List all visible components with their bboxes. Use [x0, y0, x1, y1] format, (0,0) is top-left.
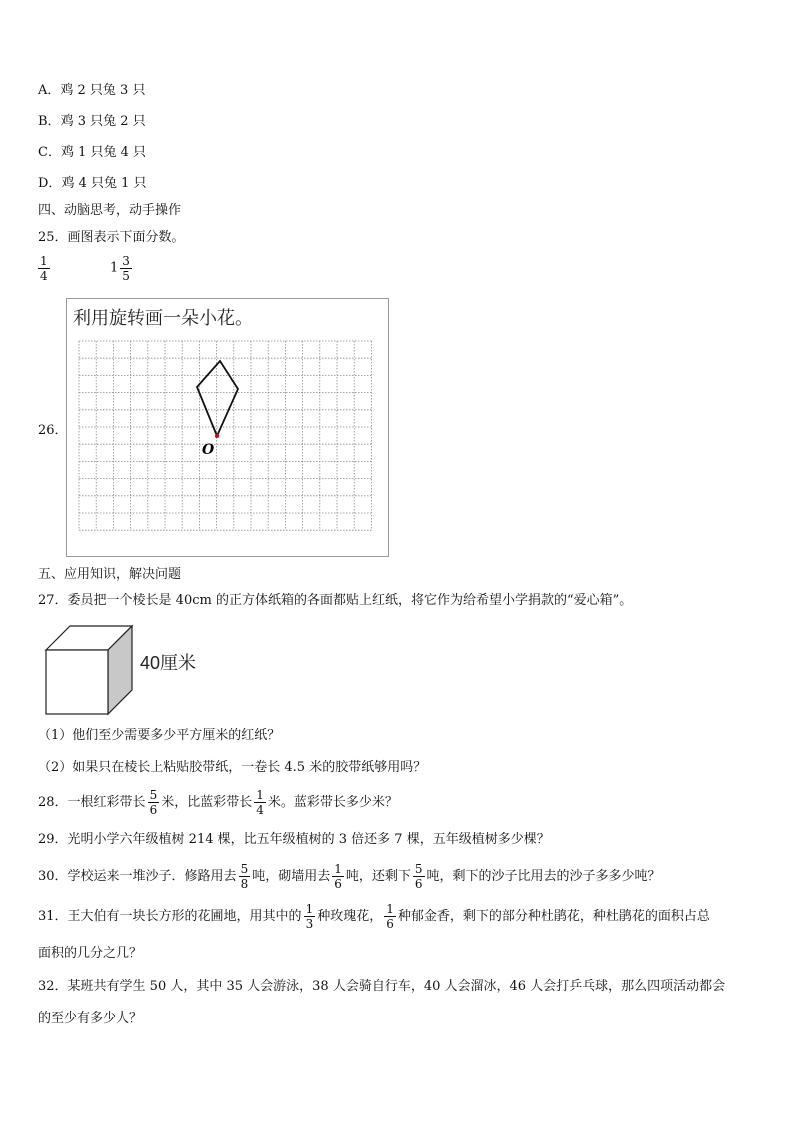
- rotation-grid-figure: [66, 298, 389, 557]
- option-b: B．鸡 3 只兔 2 只: [38, 114, 146, 129]
- question-31: 31．王大伯有一块长方形的花圃地，用其中的 $\frac{1}{3}$ 种玫瑰花， $\frac{1}{6}$ 种郁金香，剩下的部分种杜鹃花，种杜鹃花的面积占总: [38, 902, 710, 931]
- figure-title: 利用旋转画一朵小花。: [73, 308, 253, 328]
- section-heading-5: 五、应用知识，解决问题: [38, 567, 182, 582]
- q25-fraction-2: 1 $\frac{3}{5}$: [110, 254, 130, 283]
- question-26-number: 26．: [38, 423, 68, 438]
- question-27: 27．委员把一个棱长是 40cm 的正方体纸箱的各面都贴上红纸，将它作为给希望小学捐款的“爱心箱”。: [38, 593, 633, 608]
- option-a: A．鸡 2 只兔 3 只: [38, 83, 146, 98]
- question-32-continued: 的至少有多少人？: [38, 1011, 143, 1026]
- cube-edge-label: 40厘米: [140, 653, 197, 673]
- question-29: 29．光明小学六年级植树 214 棵，比五年级植树的 3 倍还多 7 棵，五年级植树多少棵？: [38, 832, 550, 847]
- kite-petal-shape: [197, 361, 238, 436]
- cube-illustration: [44, 624, 244, 720]
- option-c: C．鸡 1 只兔 4 只: [38, 145, 147, 160]
- question-31-continued: 面积的几分之几？: [38, 946, 143, 961]
- rotation-center-label: O: [202, 442, 215, 458]
- question-30: 30．学校运来一堆沙子．修路用去 $\frac{5}{8}$ 吨，砌墙用去 $\frac{1}{6}$ 吨，还剩下 $\frac{5}{6}$ 吨，剩下的沙子比用去的沙子多多少吨？: [38, 862, 661, 891]
- section-heading-4: 四、动脑思考，动手操作: [38, 203, 182, 218]
- question-32: 32．某班共有学生 50 人，其中 35 人会游泳，38 人会骑自行车，40 人会溜冰，46 人会打乒乓球，那么四项活动都会: [38, 979, 726, 994]
- rotation-center-dot: [215, 434, 219, 438]
- question-25: 25．画图表示下面分数。: [38, 230, 185, 245]
- question-27-part-1: （1）他们至少需要多少平方厘米的红纸？: [38, 728, 281, 743]
- option-d: D．鸡 4 只兔 1 只: [38, 176, 147, 191]
- question-28: 28．一根红彩带长 $\frac{5}{6}$ 米，比蓝彩带长 $\frac{1}{4}$ 米。蓝彩带长多少米？: [38, 788, 398, 817]
- question-27-part-2: （2）如果只在棱长上粘贴胶带纸，一卷长 4.5 米的胶带纸够用吗？: [38, 760, 427, 775]
- q25-fraction-1: $\frac{1}{4}$: [40, 254, 48, 283]
